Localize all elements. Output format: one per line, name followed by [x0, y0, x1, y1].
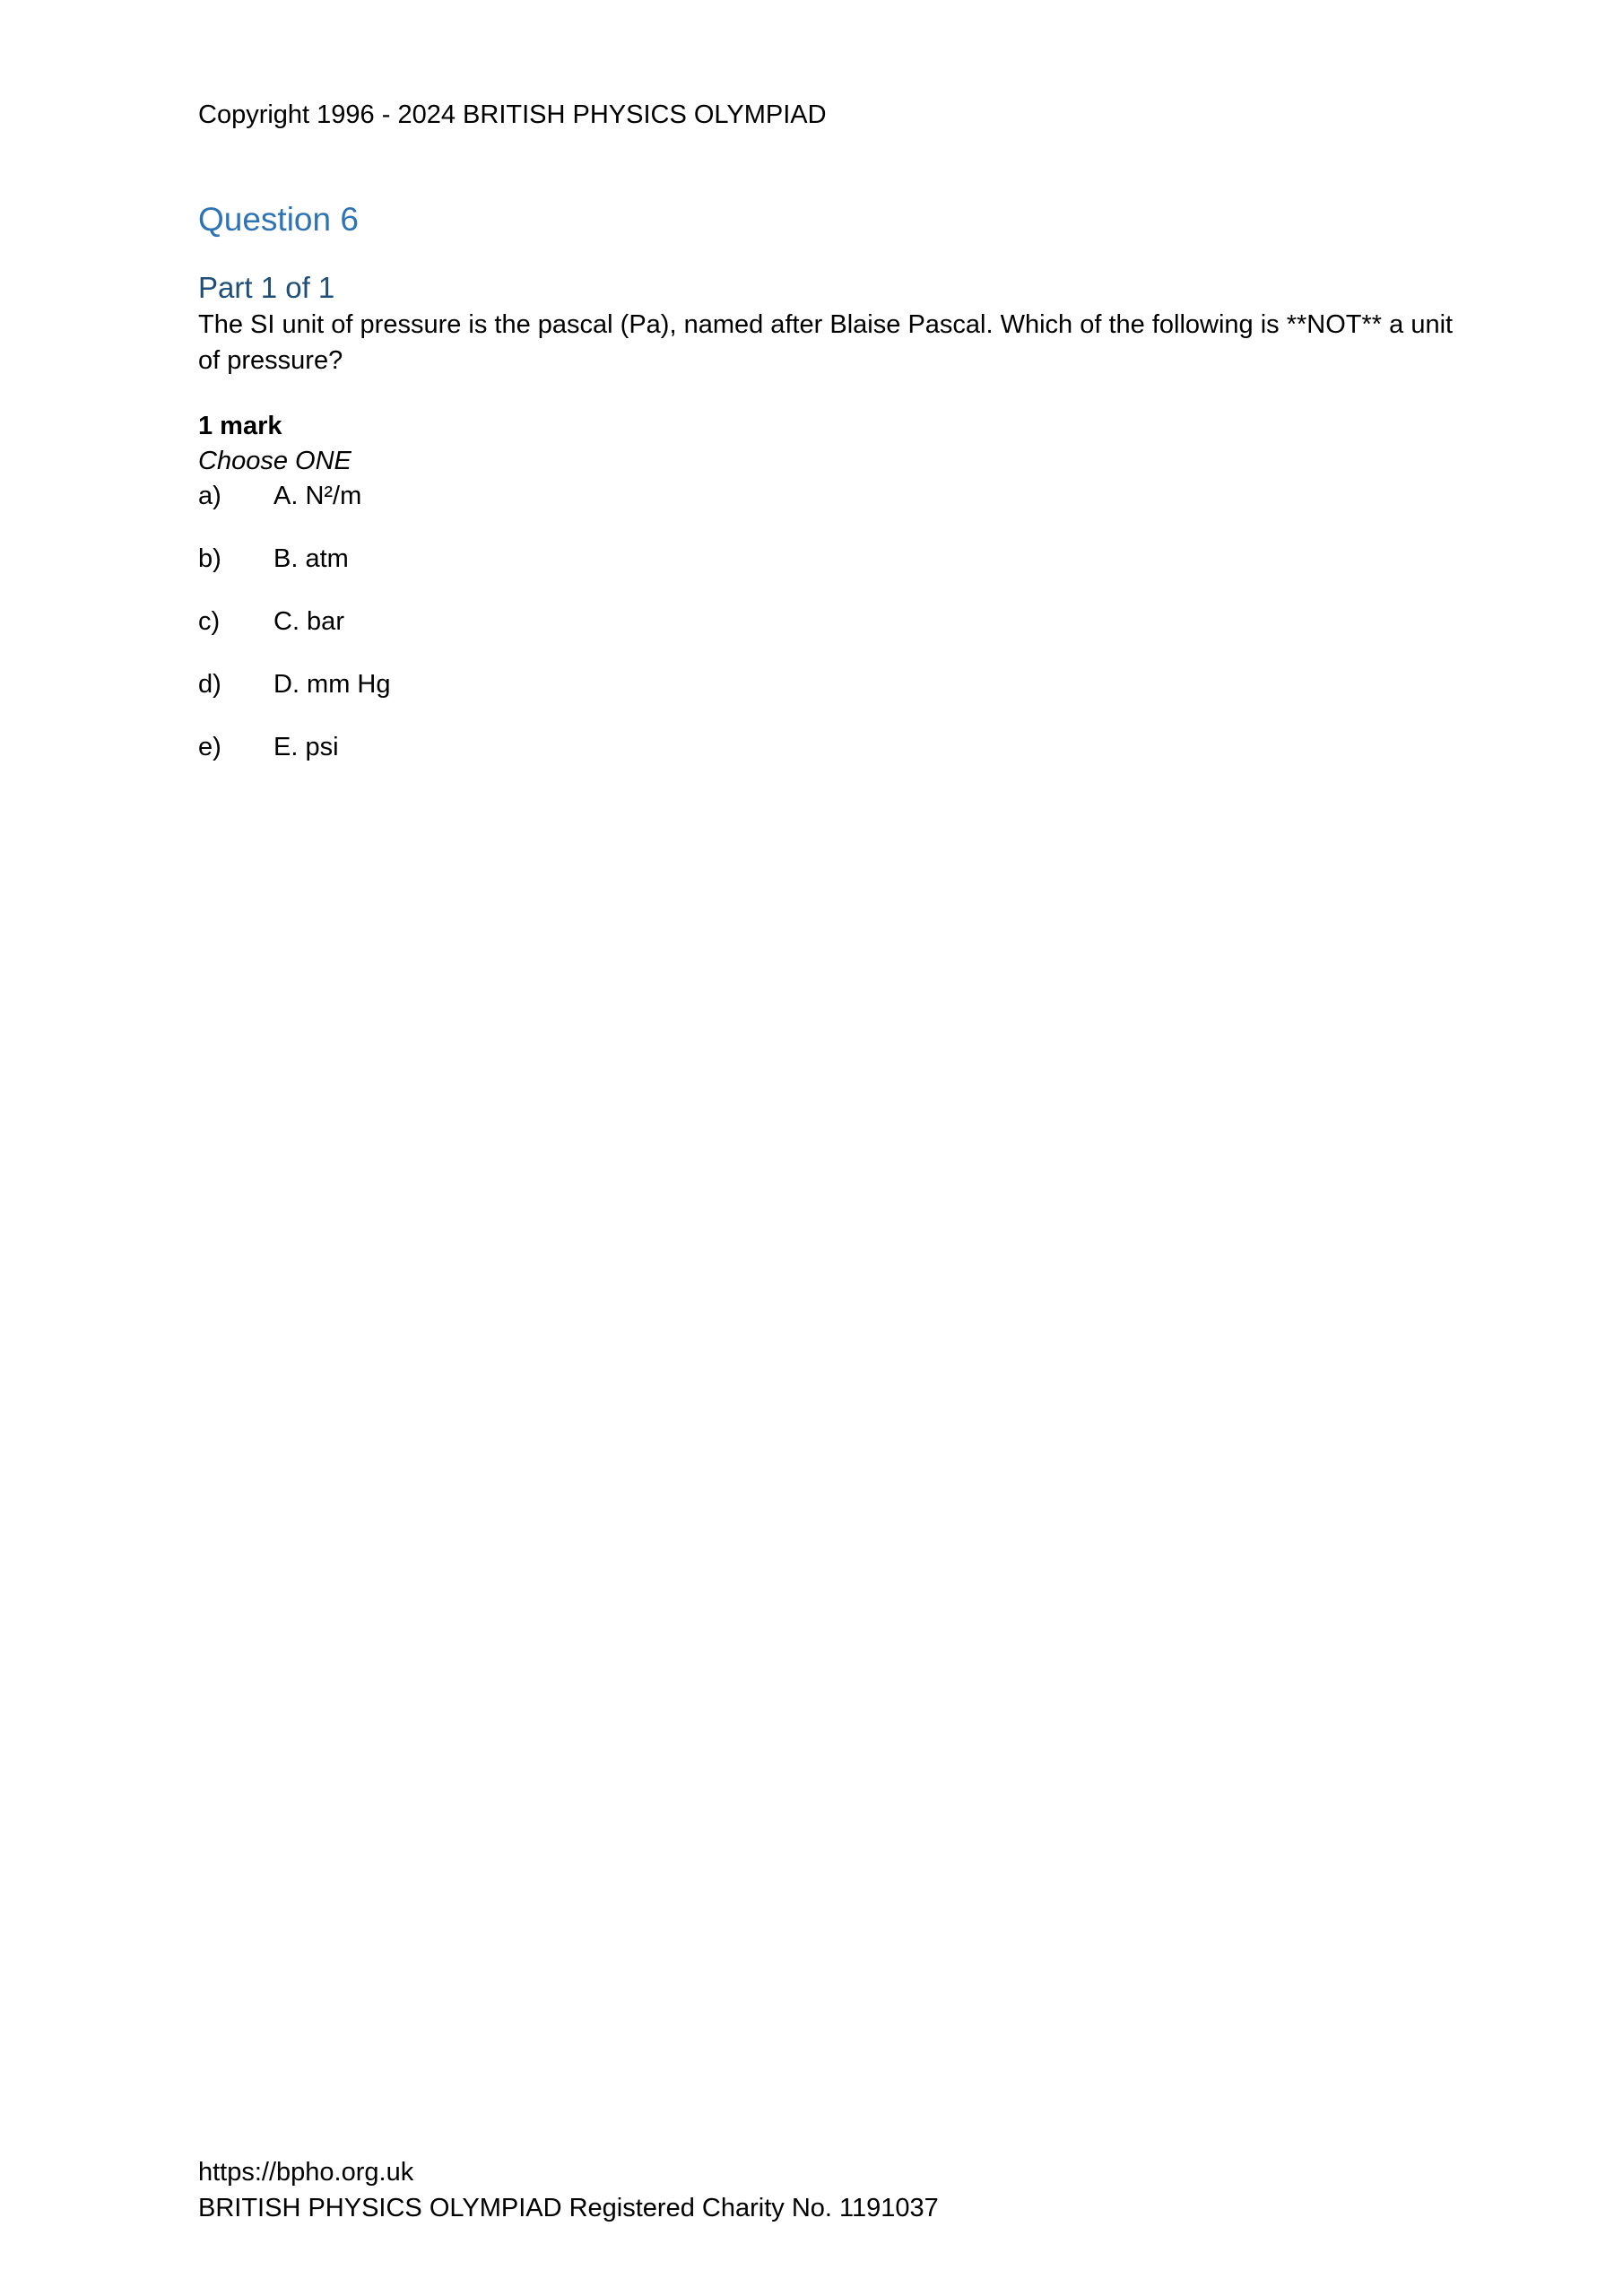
option-letter: e)	[198, 733, 221, 761]
question-title: Question 6	[198, 201, 359, 238]
option-letter: d)	[198, 670, 221, 699]
question-text: The SI unit of pressure is the pascal (Pa), named after Blaise Pascal. Which of the following is **NOT** a unit of pressure?	[198, 310, 1454, 375]
option-letter: c)	[198, 607, 221, 636]
option-text: A. N²/m	[273, 482, 362, 510]
option-text: D. mm Hg	[273, 670, 391, 699]
part-title: Part 1 of 1	[198, 271, 335, 304]
footer-charity-text: BRITISH PHYSICS OLYMPIAD Registered Charity No. 1191037	[198, 2194, 939, 2222]
option-letter: b)	[198, 544, 221, 573]
marks-label: 1 mark	[198, 412, 282, 440]
copyright-header: Copyright 1996 - 2024 BRITISH PHYSICS OLYMPIAD	[198, 100, 827, 129]
option-text: C. bar	[273, 607, 344, 636]
footer-url-link[interactable]: https://bpho.org.uk	[198, 2158, 414, 2187]
option-letter: a)	[198, 482, 221, 510]
option-text: B. atm	[273, 544, 349, 573]
instruction-label: Choose ONE	[198, 447, 352, 475]
option-text: E. psi	[273, 733, 339, 761]
